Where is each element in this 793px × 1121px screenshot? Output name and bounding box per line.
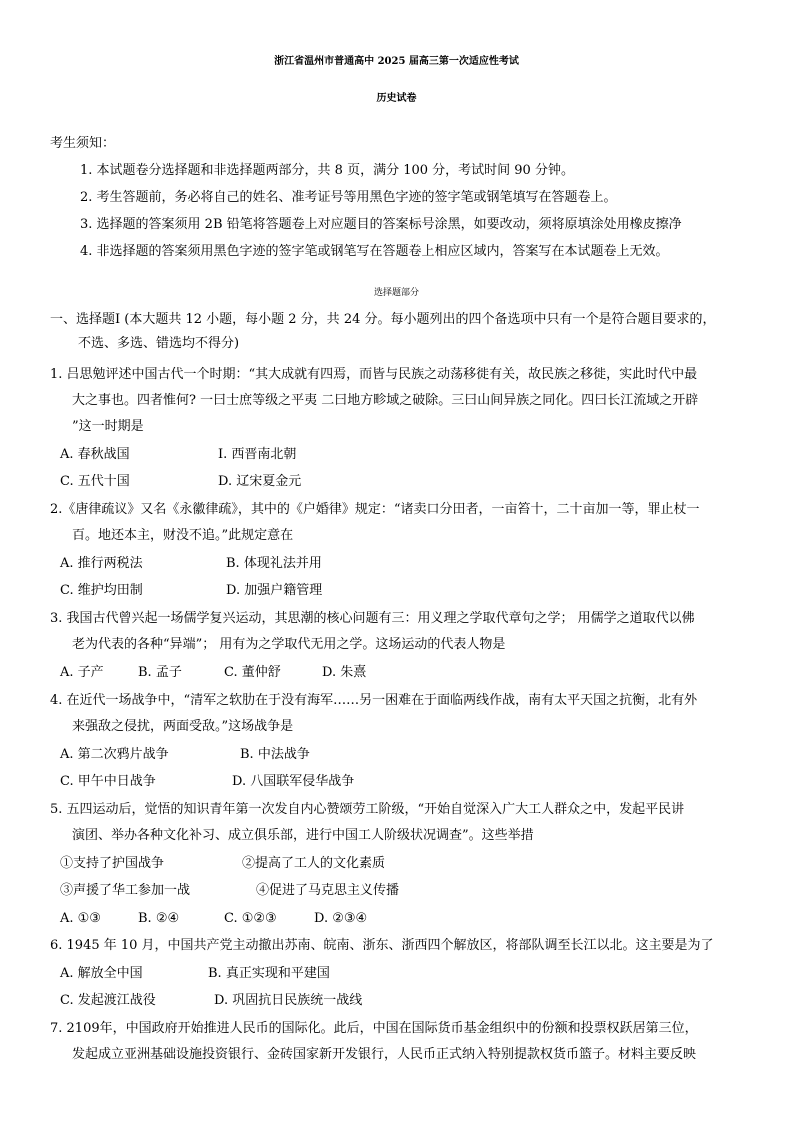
question-stem: 7. 2109年，中国政府开始推进人民币的国际化。此后，中国在国际货币基金组织中的份额和投票权跃居第三位，	[50, 1021, 698, 1036]
option-c[interactable]: C. 甲午中日战争	[60, 774, 156, 789]
option-a[interactable]: A. ①③	[60, 911, 101, 926]
option-d[interactable]: D. 加强户籍管理	[226, 583, 323, 598]
statement-1: ①支持了护国战争	[60, 856, 165, 871]
question-stem: 老为代表的各种“异端”； 用有为之学取代无用之学。这场运动的代表人物是	[72, 637, 506, 652]
option-b[interactable]: B. 真正实现和平建国	[208, 966, 330, 981]
option-b[interactable]: B. 中法战争	[240, 747, 310, 762]
option-a[interactable]: A. 第二次鸦片战争	[60, 747, 169, 762]
option-b[interactable]: B. 孟子	[138, 665, 182, 680]
option-a[interactable]: A. 推行两税法	[60, 556, 143, 571]
part-instructions-cont: 不选、多选、错选均不得分)	[78, 336, 240, 351]
option-a[interactable]: A. 子产	[60, 665, 104, 680]
question-stem: 1. 吕思勉评述中国古代一个时期：“其大成就有四焉，而皆与民族之动荡移徙有关，故民族之移徙，实此时代中最	[50, 367, 698, 382]
option-d[interactable]: D. 辽宋夏金元	[218, 474, 302, 489]
statement-2: ②提高了工人的文化素质	[242, 856, 386, 871]
option-d[interactable]: D. 巩固抗日民族统一战线	[214, 993, 363, 1008]
question-stem: ”这一时期是	[72, 419, 144, 434]
notice-item: 1. 本试题卷分选择题和非选择题两部分，共 8 页，满分 100 分，考试时间 90 分钟。	[80, 163, 574, 178]
notice-item: 2. 考生答题前，务必将自己的姓名、准考证号等用黑色字迹的签字笔或钢笔填写在答题卷上。	[80, 190, 617, 205]
question-stem: 2.《唐律疏议》又名《永徽律疏》，其中的《户婚律》规定：“诸卖口分田者，一亩笞十，二十亩加一等，罪止杖一	[50, 502, 700, 517]
option-d[interactable]: D. 八国联军侵华战争	[232, 774, 355, 789]
option-a[interactable]: A. 解放全中国	[60, 966, 143, 981]
statement-4: ④促进了马克思主义传播	[256, 883, 400, 898]
option-c[interactable]: C. 董仲舒	[224, 665, 281, 680]
section-label: 选择题部分	[373, 288, 419, 298]
notice-heading: 考生须知：	[50, 136, 116, 151]
question-stem: 6. 1945 年 10 月，中国共产党主动撤出苏南、皖南、浙东、浙西四个解放区，将部队调至长江以北。这主要是为了	[50, 938, 714, 953]
option-d[interactable]: D. ②③④	[314, 911, 368, 926]
question-stem: 发起成立亚洲基础设施投资银行、金砖国家新开发银行，人民币正式纳入特别提款权货币篮子。材料主要反映	[72, 1047, 697, 1062]
statement-3: ③声援了华工参加一战	[60, 883, 191, 898]
option-c[interactable]: C. 五代十国	[60, 474, 130, 489]
exam-subtitle: 历史试卷	[376, 93, 417, 104]
notice-item: 4. 非选择题的答案须用黑色字迹的签字笔或钢笔写在答题卷上相应区域内，答案写在本试题卷上无效。	[80, 244, 669, 259]
question-stem: 大之事也。四者惟何? 一曰士庶等级之平夷 二曰地方畛域之破除。三曰山间异族之同化。四曰长江流域之开辟	[72, 393, 699, 408]
option-b[interactable]: B. 体现礼法并用	[226, 556, 322, 571]
question-stem: 百。地还本主，财没不追。”此规定意在	[72, 528, 294, 543]
option-b[interactable]: Ⅰ. 西晋南北朝	[218, 447, 297, 462]
option-c[interactable]: C. 维护均田制	[60, 583, 143, 598]
option-c[interactable]: C. 发起渡江战役	[60, 993, 156, 1008]
notice-item: 3. 选择题的答案须用 2B 铅笔将答题卷上对应题目的答案标号涂黑，如要改动，须将原填涂处用橡皮擦净	[80, 217, 682, 232]
option-b[interactable]: B. ②④	[138, 911, 180, 926]
question-stem: 4. 在近代一场战争中，“清军之软肋在于没有海军……另一困难在于面临两线作战，南有太平天国之抗衡，北有外	[50, 693, 698, 708]
option-c[interactable]: C. ①②③	[224, 911, 277, 926]
question-stem: 来强敌之侵扰，两面受敌。”这场战争是	[72, 719, 294, 734]
option-d[interactable]: D. 朱熹	[322, 665, 367, 680]
question-stem: 3. 我国古代曾兴起一场儒学复兴运动，其思潮的核心问题有三：用义理之学取代章句之学； 用儒学之道取代以佛	[50, 611, 695, 626]
option-a[interactable]: A. 春秋战国	[60, 447, 130, 462]
question-stem: 演团、举办各种文化补习、成立俱乐部，进行中国工人阶级状况调查”。这些举措	[72, 828, 534, 843]
exam-title: 浙江省温州市普通高中 2025 届高三第一次适应性考试	[274, 56, 519, 67]
part-instructions: 一、选择题Ⅰ (本大题共 12 小题，每小题 2 分，共 24 分。每小题列出的四个备选项中只有一个是符合题目要求的，	[50, 312, 716, 327]
question-stem: 5. 五四运动后，觉悟的知识青年第一次发自内心赞颂劳工阶级，“开始自觉深入广大工人群众之中，发起平民讲	[50, 802, 685, 817]
